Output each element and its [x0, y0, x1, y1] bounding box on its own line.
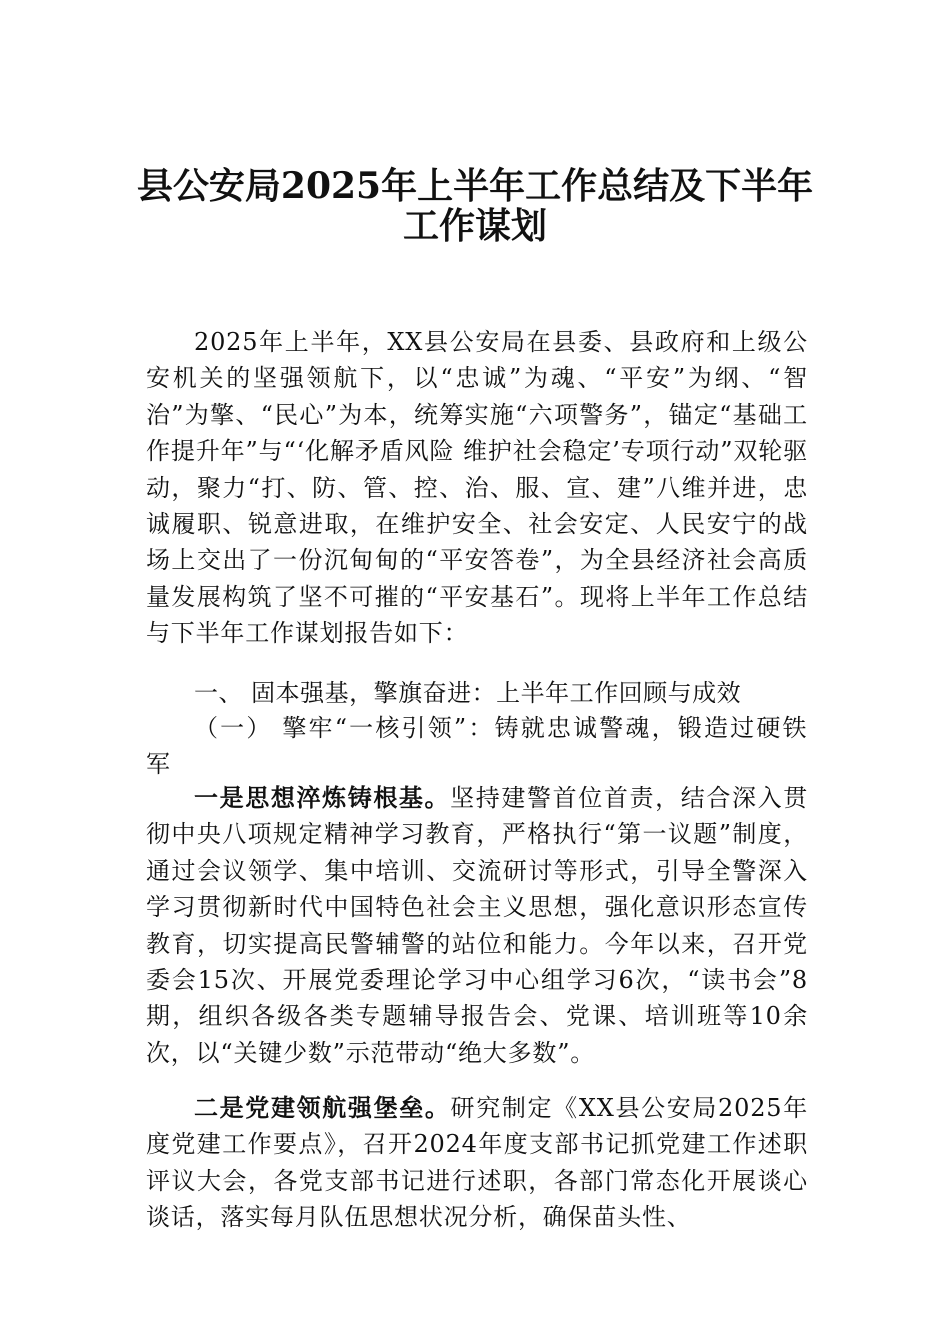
paragraph-party-building [146, 1090, 808, 1236]
section-heading-1: 一、 固本强基，擎旗奋进：上半年工作回顾与成效 [194, 679, 742, 707]
subsection-heading-1: （一） 擎牢“一核引领”：铸就忠诚警魂，锻造过硬铁军 [146, 714, 808, 779]
document-title-line-1: 县公安局2025年上半年工作总结及下半年 [136, 165, 814, 207]
paragraph-ideology-lead: 一是思想淬炼铸根基。 [194, 783, 451, 812]
paragraph-party-building-lead: 二是党建领航强堡垒。 [194, 1093, 451, 1122]
paragraph-ideology-body: 坚持建警首位首责，结合深入贯彻中央八项规定精神学习教育，严格执行“第一议题”制度，通过会议领学、集中培训、交流研讨等形式，引导全警深入学习贯彻新时代中国特色社会主义思想，强化意识形态宣传教育，切实提高民警辅警的站位和能力。今年以来，召开党委会15次、开展党委理论学习中心组学习6次，“读书会”8期，组织各级各类专题辅导报告会、党课、培训班等10余次，以“关键少数”示范带动“绝大多数”。 [146, 784, 808, 1067]
paragraph-party-building-body: 研究制定《XX县公安局2025年度党建工作要点》，召开2024年度支部书记抓党建工作述职评议大会，各党支部书记进行述职，各部门常态化开展谈心谈话，落实每月队伍思想状况分析，确保苗头性、 [146, 1094, 808, 1232]
document-title-line-2: 工作谋划 [402, 205, 547, 247]
paragraph-ideology [146, 780, 808, 1071]
intro-paragraph: 2025年上半年，XX县公安局在县委、县政府和上级公安机关的坚强领航下，以“忠诚”为魂、“平安”为纲、“智治”为擎、“民心”为本，统筹实施“六项警务”，锚定“基础工作提升年”与“‘化解矛盾风险 维护社会稳定’专项行动”双轮驱动，聚力“打、防、管、控、治、服、宣、建”八维并进，忠诚履职、锐意进取，在维护安全、社会安定、人民安宁的战场上交出了一份沉甸甸的“平安答卷”，为全县经济社会高质量发展构筑了坚不可摧的“平安基石”。现将上半年工作总结与下半年工作谋划报告如下： [146, 328, 808, 648]
